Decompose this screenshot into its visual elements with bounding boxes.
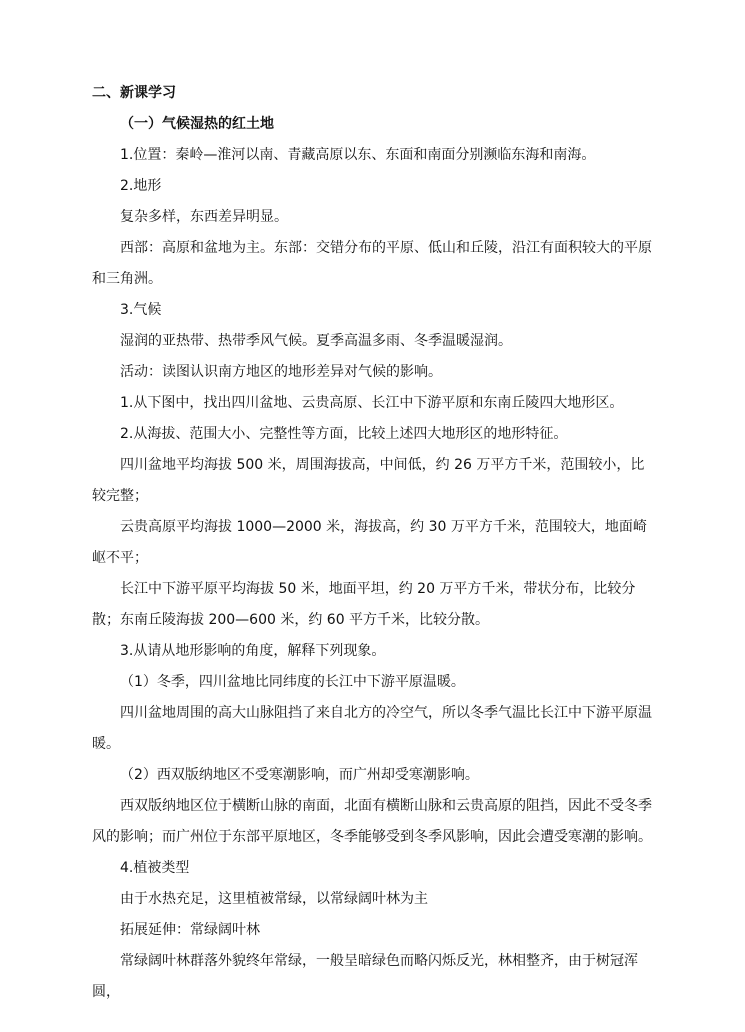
paragraph-terrain-desc: 复杂多样，东西差异明显。	[120, 209, 288, 225]
paragraph-answer-2: 西双版纳地区位于横断山脉的南面，北面有横断山脉和云贵高原的阻挡，因此不受冬季风的影响；而广州位于东部平原地区，冬季能够受到冬季风影响，因此会遭受寒潮的影响。	[92, 798, 652, 845]
section-title: 二、新课学习	[92, 85, 176, 101]
paragraph-climate-desc: 湿润的亚热带、热带季风气候。夏季高温多雨、冬季温暖湿润。	[120, 333, 512, 349]
paragraph-activity-q3: 3.从请从地形影响的角度，解释下列现象。	[120, 643, 386, 659]
paragraph-phenomenon-1: （1）冬季，四川盆地比同纬度的长江中下游平原温暖。	[120, 674, 465, 690]
paragraph-yangtze: 长江中下游平原平均海拔 50 米，地面平坦，约 20 万平方千米，带状分布，比较分散；	[92, 581, 636, 628]
paragraph-vegetation-desc: 由于水热充足，这里植被常绿，以常绿阔叶林为主	[120, 891, 428, 907]
paragraph-vegetation-heading: 4.植被类型	[120, 860, 190, 876]
paragraph-activity-q2: 2.从海拔、范围大小、完整性等方面，比较上述四大地形区的地形特征。	[120, 426, 568, 442]
paragraph-phenomenon-2: （2）西双版纳地区不受寒潮影响，而广州却受寒潮影响。	[120, 767, 479, 783]
paragraph-activity: 活动：读图认识南方地区的地形差异对气候的影响。	[120, 364, 442, 380]
paragraph-sichuan: 四川盆地平均海拔 500 米，周围海拔高，中间低，约 26 万平方千米，范围较小，比较完整；	[92, 457, 645, 504]
paragraph-southeast: 东南丘陵海拔 200—600 米，约 60 平方千米，比较分散。	[120, 612, 490, 628]
paragraph-activity-q1: 1.从下图中，找出四川盆地、云贵高原、长江中下游平原和东南丘陵四大地形区。	[120, 395, 624, 411]
paragraph-terrain-heading: 2.地形	[120, 178, 162, 194]
subsection-title: （一）气候湿热的红土地	[120, 116, 274, 132]
paragraph-evergreen: 常绿阔叶林群落外貌终年常绿，一般呈暗绿色而略闪烁反光，林相整齐，由于树冠浑圆，	[92, 953, 638, 1000]
paragraph-location: 1.位置：秦岭—淮河以南、青藏高原以东、东面和南面分别濒临东海和南海。	[120, 147, 596, 163]
paragraph-extension: 拓展延伸：常绿阔叶林	[120, 922, 260, 938]
paragraph-answer-1: 四川盆地周围的高大山脉阻挡了来自北方的冷空气，所以冬季气温比长江中下游平原温暖。	[92, 705, 652, 752]
paragraph-west-east: 西部：高原和盆地为主。东部：交错分布的平原、低山和丘陵，沿江有面积较大的平原和三角洲。	[92, 240, 652, 287]
paragraph-yungui: 云贵高原平均海拔 1000—2000 米，海拔高，约 30 万平方千米，范围较大，地面崎岖不平；	[92, 519, 647, 566]
paragraph-climate-heading: 3.气候	[120, 302, 162, 318]
